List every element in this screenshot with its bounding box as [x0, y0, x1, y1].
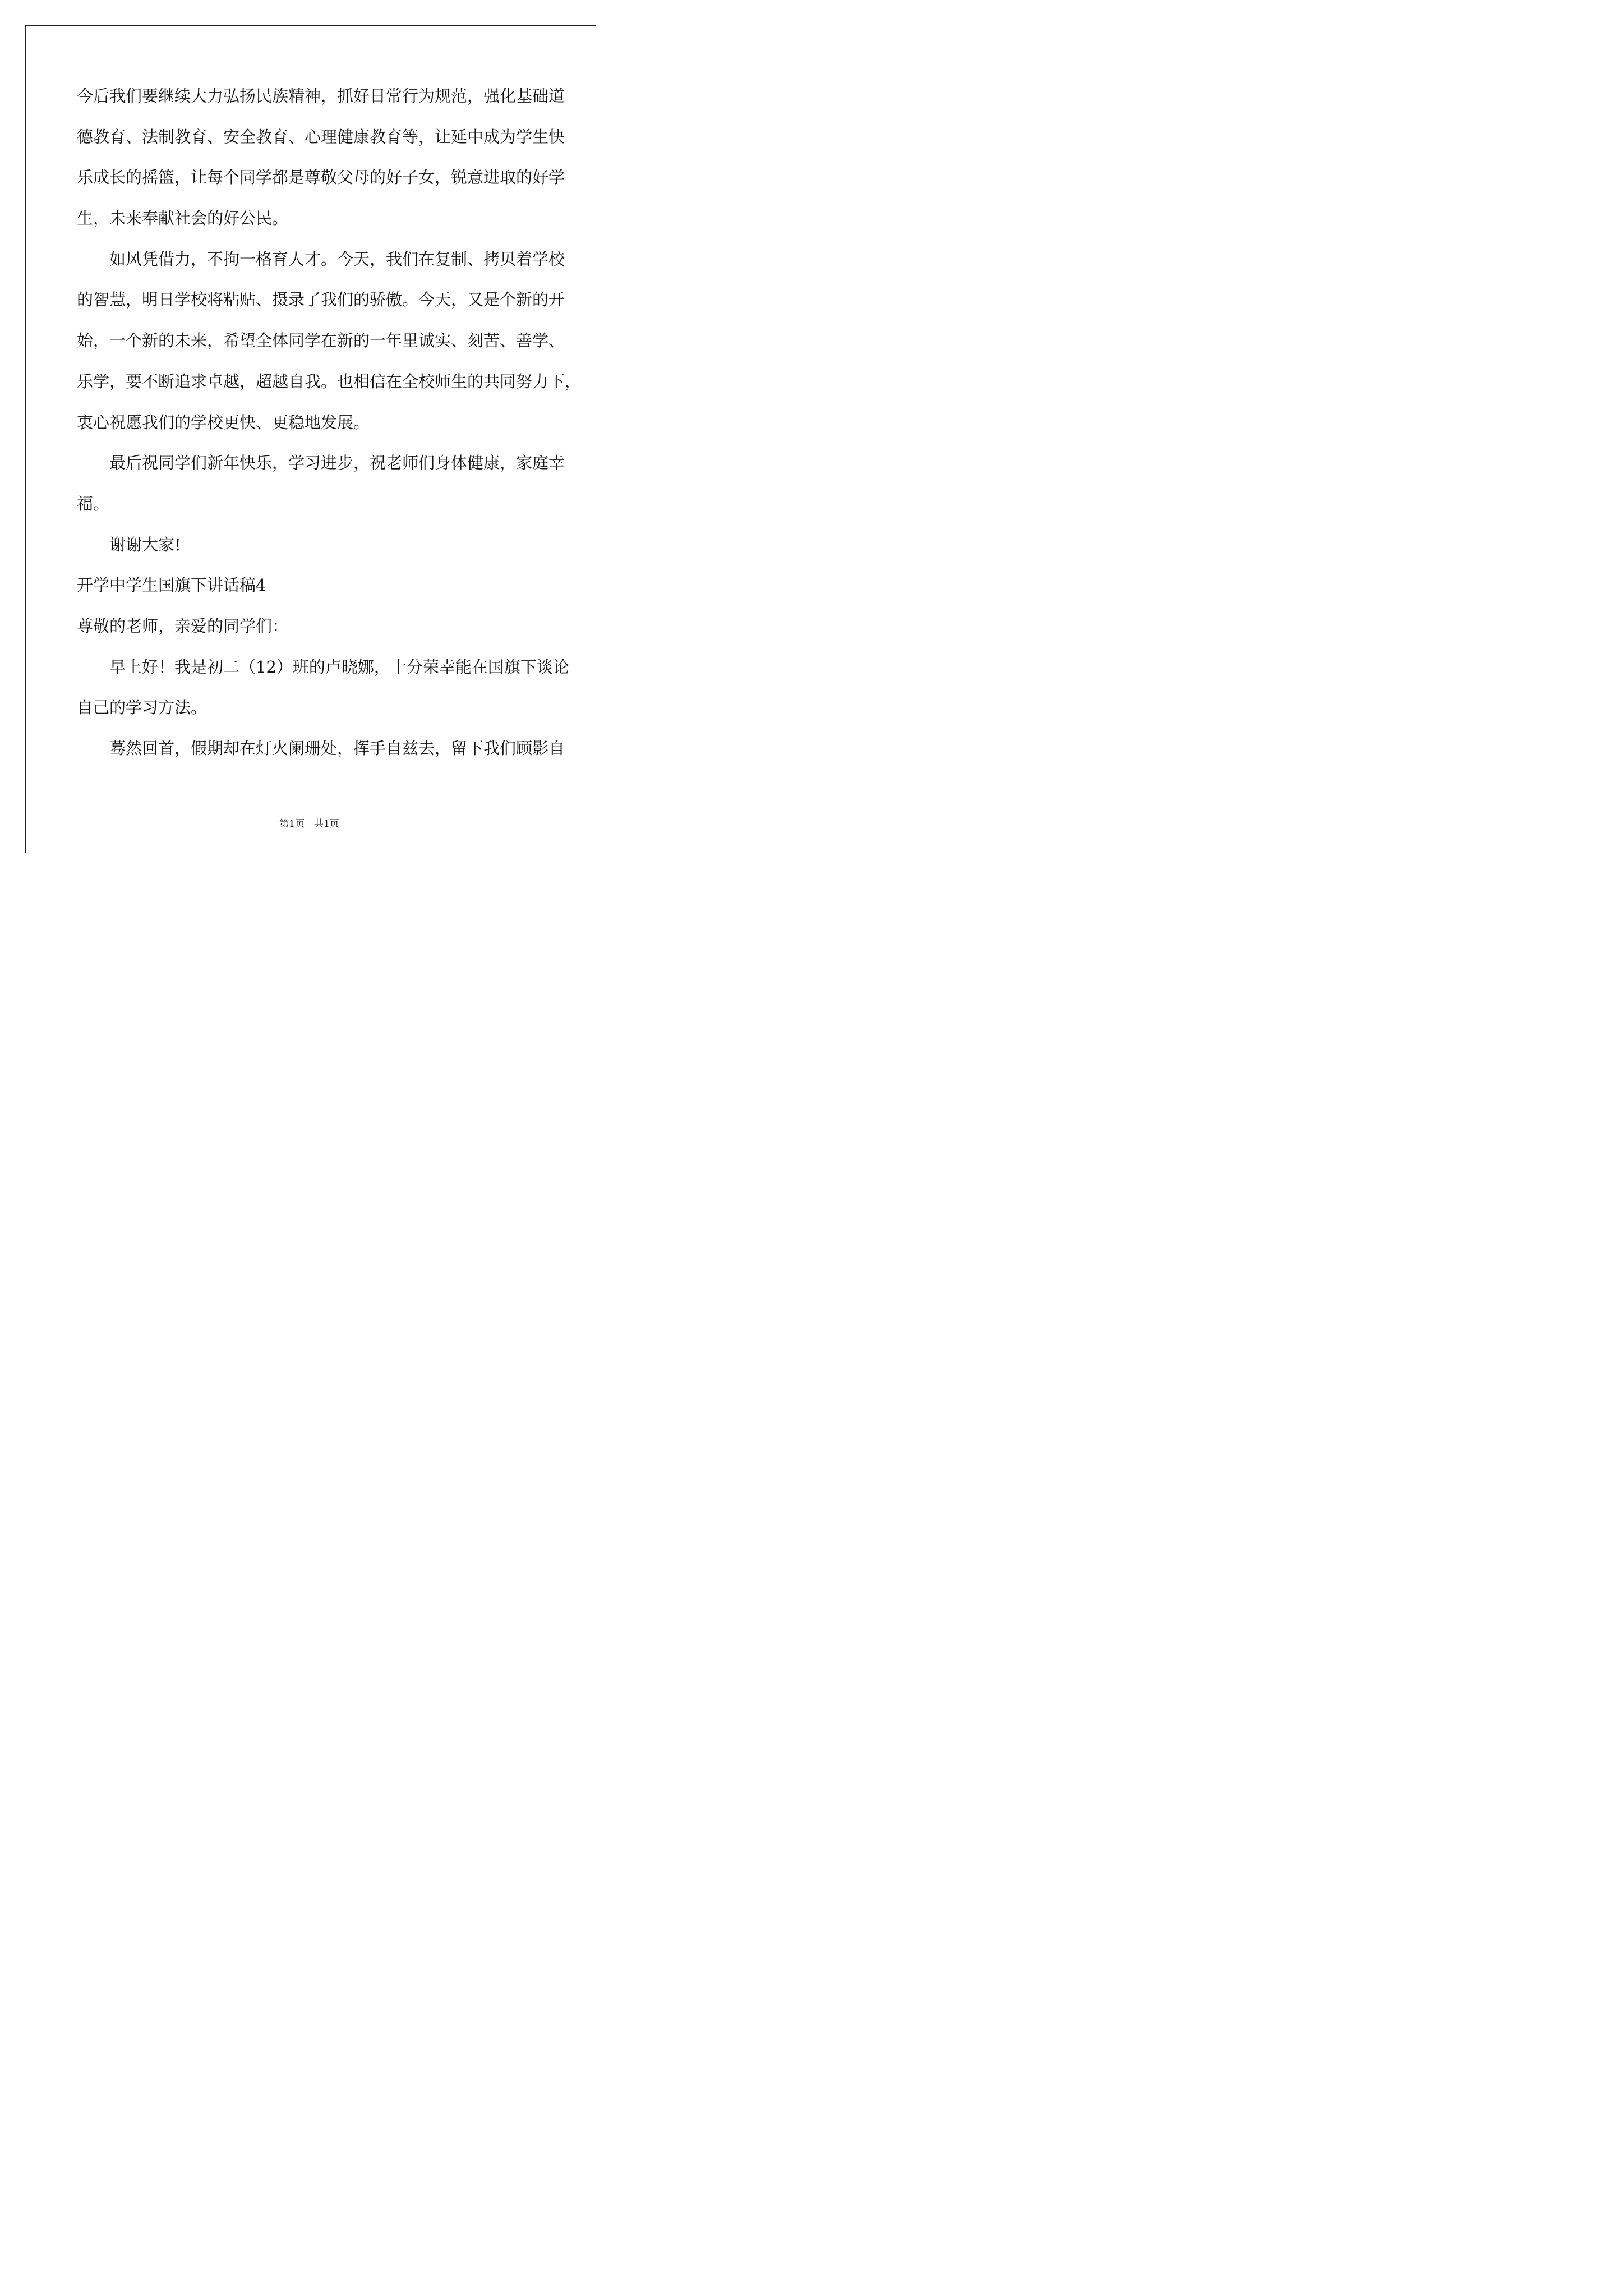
text-line: 衷心祝愿我们的学校更快、更稳地发展。	[77, 413, 370, 432]
text-line: 乐成长的摇篮，让每个同学都是尊敬父母的好子女，锐意进取的好学	[77, 168, 565, 187]
text-line: 自己的学习方法。	[77, 698, 208, 717]
text-line: 生，未来奉献社会的好公民。	[77, 209, 289, 228]
text-line: 谢谢大家!	[77, 535, 181, 554]
text-line: 早上好！我是初二（12）班的卢晓娜，十分荣幸能在国旗下谈论	[77, 657, 569, 677]
page-footer: 第1页 共1页	[279, 818, 339, 830]
page-border	[25, 25, 596, 853]
text-line: 如风凭借力，不拘一格育人才。今天，我们在复制、拷贝着学校	[77, 250, 565, 269]
text-line: 的智慧，明日学校将粘贴、摄录了我们的骄傲。今天，又是个新的开	[77, 290, 565, 309]
text-line: 今后我们要继续大力弘扬民族精神，抓好日常行为规范，强化基础道	[77, 86, 565, 105]
text-line: 最后祝同学们新年快乐，学习进步，祝老师们身体健康，家庭幸	[77, 453, 565, 472]
text-line: 福。	[77, 494, 110, 513]
salutation: 尊敬的老师，亲爱的同学们：	[77, 616, 289, 636]
text-line: 德教育、法制教育、安全教育、心理健康教育等，让延中成为学生快	[77, 127, 565, 146]
text-line: 蓦然回首，假期却在灯火阑珊处，挥手自兹去，留下我们顾影自	[77, 739, 565, 758]
text-line: 乐学，要不断追求卓越，超越自我。也相信在全校师生的共同努力下，	[77, 372, 582, 391]
section-heading: 开学中学生国旗下讲话稿4	[77, 576, 266, 595]
text-line: 始，一个新的未来，希望全体同学在新的一年里诚实、刻苦、善学、	[77, 331, 565, 350]
